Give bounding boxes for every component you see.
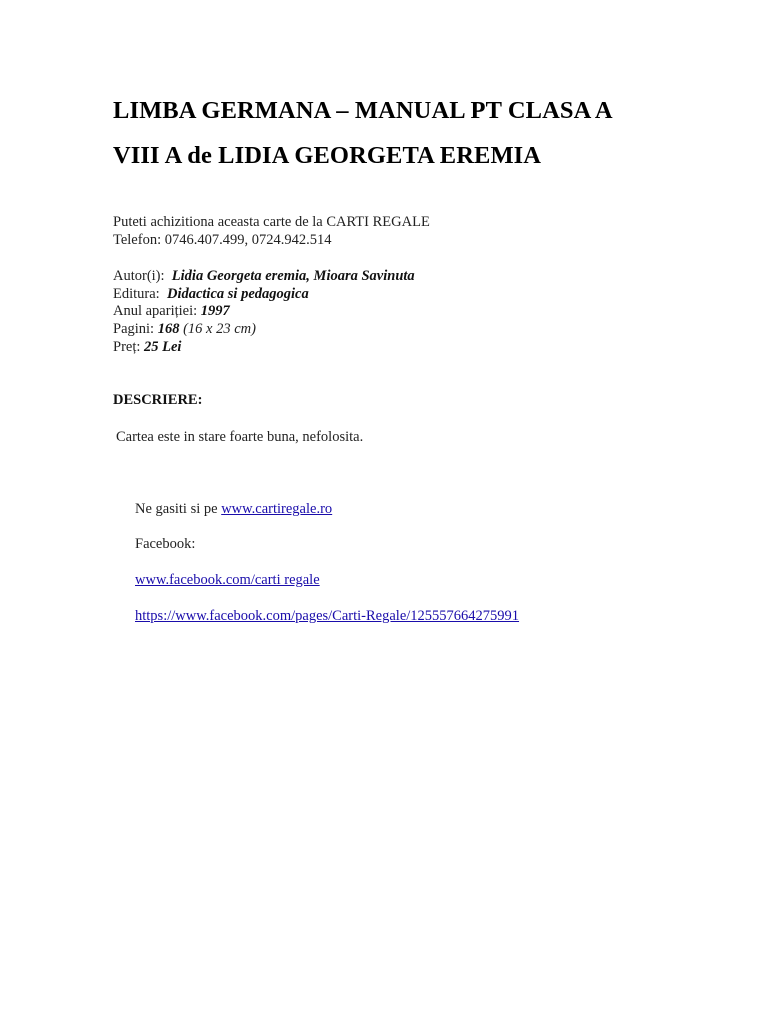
pages-label: Pagini: bbox=[113, 321, 155, 337]
description-text: Cartea este in stare foarte buna, nefolosita. bbox=[116, 429, 364, 445]
author-row bbox=[113, 267, 415, 285]
description-heading: DESCRIERE: bbox=[113, 392, 203, 408]
facebook-link-row-2 bbox=[135, 607, 519, 625]
facebook-link-row-1 bbox=[135, 571, 320, 589]
phone-text: Telefon: 0746.407.499, 0724.942.514 bbox=[113, 232, 332, 248]
price-row bbox=[113, 338, 181, 356]
find-us-row bbox=[135, 500, 332, 518]
publisher-row bbox=[113, 285, 309, 303]
document-title bbox=[113, 88, 713, 178]
year-label: Anul apariției: bbox=[113, 303, 198, 319]
price-label: Preț: bbox=[113, 339, 141, 355]
pages-note: (16 x 23 cm) bbox=[183, 321, 256, 337]
purchase-text: Puteti achizitiona aceasta carte de la CARTI REGALE bbox=[113, 214, 430, 230]
price-value: 25 Lei bbox=[144, 339, 182, 355]
year-row bbox=[113, 302, 230, 320]
author-label: Autor(i): bbox=[113, 268, 165, 284]
title-line-2: VIII A de LIDIA GEORGETA EREMIA bbox=[113, 142, 542, 169]
facebook-link-2[interactable]: https://www.facebook.com/pages/Carti-Regale/125557664275991 bbox=[135, 608, 520, 624]
find-us-text: Ne gasiti si pe bbox=[135, 501, 218, 517]
website-link[interactable]: www.cartiregale.ro bbox=[221, 501, 333, 517]
publisher-value: Didactica si pedagogica bbox=[166, 286, 309, 302]
facebook-link-1[interactable]: www.facebook.com/carti regale bbox=[135, 572, 320, 588]
facebook-label: Facebook: bbox=[135, 536, 196, 552]
year-value: 1997 bbox=[200, 303, 230, 319]
author-value: Lidia Georgeta eremia, Mioara Savinuta bbox=[171, 268, 415, 284]
publisher-label: Editura: bbox=[113, 286, 160, 302]
pages-value: 168 bbox=[157, 321, 180, 337]
title-line-1: LIMBA GERMANA – MANUAL PT CLASA A bbox=[113, 97, 613, 124]
pages-row bbox=[113, 320, 256, 338]
